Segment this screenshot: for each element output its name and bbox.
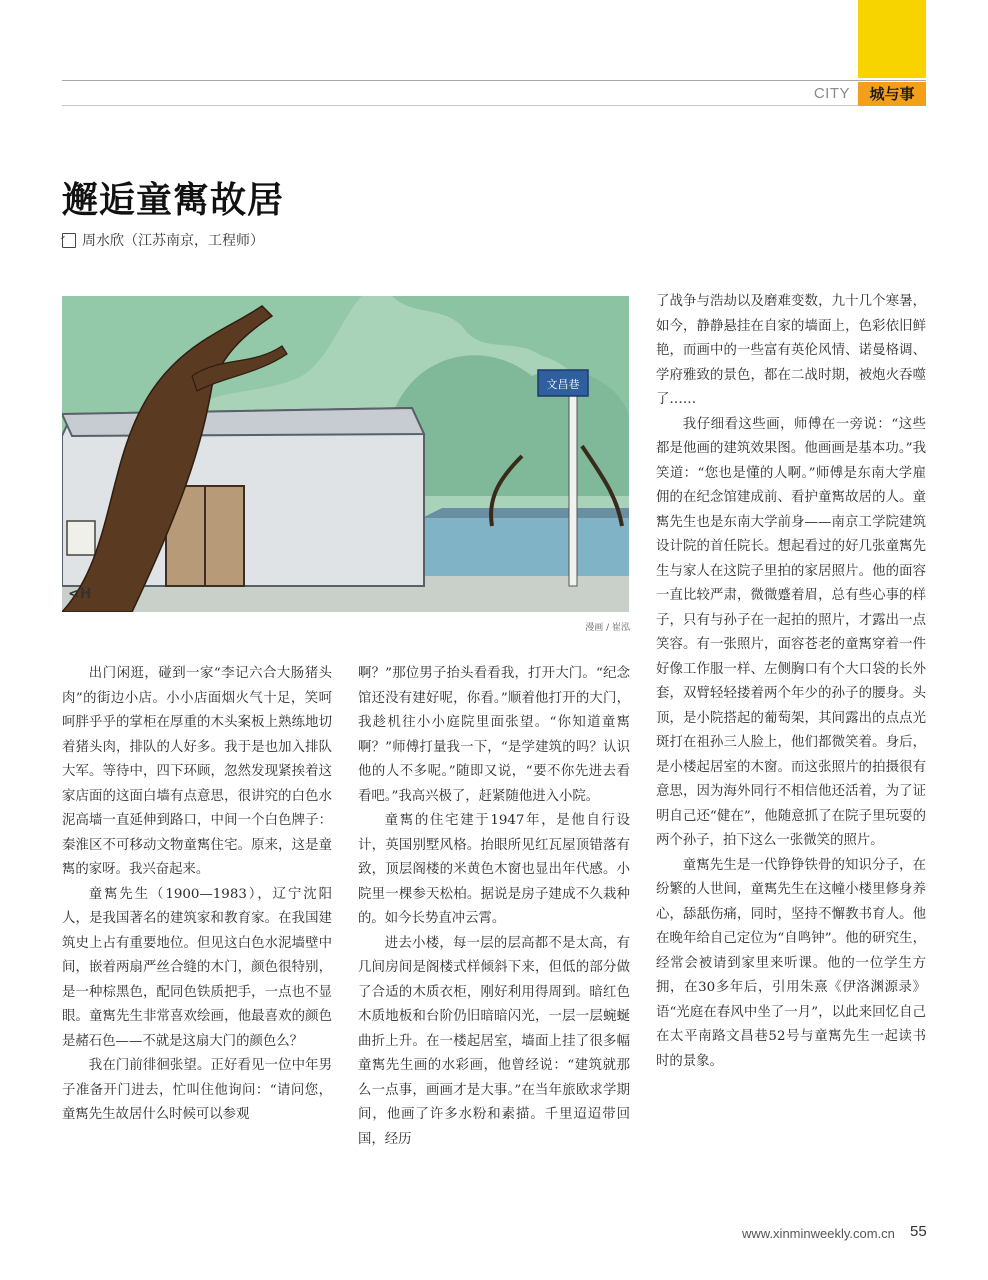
section-header (62, 82, 926, 106)
article-title: 邂逅童寯故居 (62, 179, 285, 221)
image-caption: 漫画 / 崔泓 (585, 623, 630, 633)
illustration (62, 296, 629, 612)
section-label-zh: 城与事 (858, 82, 926, 106)
paragraph: 童寯先生是一代铮铮铁骨的知识分子，在纷繁的人世间，童寯先生在这幢小楼里修身养心，舔舐伤痛，同时，坚持不懈教书育人。他在晚年给自己定位为“自鸣钟”。他的研究生，经常会被请到家里来听课。他的一位学生方拥，在30多年后，引用朱熹《伊洛渊源录》语“光庭在春风中坐了一月”，以此来回忆自己在太平南路文昌巷52号与童寯先生一起读书时的景象。 (656, 857, 926, 1069)
page-number: 55 (910, 1223, 927, 1240)
paragraph: 我在门前徘徊张望。正好看见一位中年男子准备开门进去，忙叫住他询问：“请问您，童寯先生故居什么时候可以参观 (62, 1058, 332, 1122)
paragraph: 童寯先生（1900—1983），辽宁沈阳人，是我国著名的建筑家和教育家。在我国建筑史上占有重要地位。但见这白色水泥墙壁中间，嵌着两扇严丝合缝的木门，颜色很特别，是一种棕黑色，配同色铁质把手，一点也不显眼。童寯先生非常喜欢绘画，他最喜欢的颜色是赭石色——不就是这扇大门的颜色么？ (62, 886, 332, 1049)
footer-url: www.xinminweekly.com.cn (742, 1226, 895, 1241)
street-sign-text: 文昌巷 (546, 378, 580, 391)
section-label-en: CITY (813, 85, 850, 102)
paragraph-continuation: 啊？”那位男子抬头看看我，打开大门。“纪念馆还没有建好呢，你看。”顺着他打开的大门，我趁机往小小庭院里面张望。“你知道童寯啊？”师傅打量我一下，“是学建筑的吗？认识他的人不多呢。”随即又说，“要不你先进去看看吧。”我高兴极了，赶紧随他进入小院。 (358, 666, 630, 804)
paragraph: 出门闲逛，碰到一家“李记六合大肠猪头肉”的街边小店。小小店面烟火气十足，笑呵呵胖乎乎的掌柜在厚重的木头案板上熟练地切着猪头肉，排队的人好多。我于是也加入排队大军。等待中，四下环顾，忽然发现紧挨着这家店面的这面白墙有点意思，很讲究的白色水泥高墙一直延伸到路口，中间一个白色牌子：秦淮区不可移动文物童寯住宅。原来，这是童寯的家呀。我兴奋起来。 (62, 666, 332, 877)
yellow-corner-tab (858, 0, 926, 78)
byline-text: 周水欣（江苏南京，工程师） (82, 233, 264, 249)
column-2 (358, 662, 630, 1152)
artist-signature: <H (68, 586, 92, 602)
paragraph-continuation: 了战争与浩劫以及磨难变数，九十几个寒暑，如今，静静悬挂在自家的墙面上，色彩依旧鲜艳，而画中的一些富有英伦风情、诺曼格调、学府雅致的景色，都在二战时期，被炮火吞噬了…… (656, 294, 926, 407)
paragraph: 童寯的住宅建于1947年，是他自行设计，英国别墅风格。抬眼所见红瓦屋顶错落有致，顶层阁楼的米黄色木窗也显出年代感。小院里一棵参天松柏。据说是房子建成不久栽种的。如今长势直冲云霄。 (358, 813, 630, 926)
column-3 (656, 290, 926, 1074)
column-1 (62, 662, 332, 1128)
illustration-svg (62, 296, 629, 612)
paragraph: 我仔细看这些画，师傅在一旁说：“这些都是他画的建筑效果图。他画画是基本功。”我笑道：“您也是懂的人啊。”师傅是东南大学雇佣的在纪念馆建成前、看护童寯故居的人。童寯先生也是东南大学前身——南京工学院建筑设计院的首任院长。想起看过的好几张童寯先生与家人在这院子里拍的家居照片。他的面容一直比较严肃，微微蹙着眉，总有些心事的样子，只有与孙子在一起拍的照片，才露出一点笑容。有一张照片，面容苍老的童寯穿着一件好像工作服一样、左侧胸口有个大口袋的长外套，双臂轻轻搂着两个年少的孙子的腰身。头顶，是小院搭起的葡萄架，其间露出的点点光斑打在祖孙三人脸上，他们都微笑着。身后，是小楼起居室的木窗。而这张照片的拍摄很有意思，因为海外同行不相信他还活着，为了证明自己还“健在”，他随意抓了在院子里玩耍的两个孙子，拍下这么一张微笑的照片。 (656, 416, 926, 848)
header-rule (62, 105, 858, 106)
paragraph: 进去小楼，每一层的层高都不是太高，有几间房间是阁楼式样倾斜下来，但低的部分做了合适的木质衣柜，刚好利用得周到。暗红色木质地板和台阶仍旧暗暗闪光，一层一层蜿蜒曲折上升。在一楼起居室，墙面上挂了很多幅童寯先生画的水彩画，他曾经说：“建筑就那么一点事，画画才是大事。”在当年旅欧求学期间，他画了许多水粉和素描。千里迢迢带回国，经历 (358, 935, 630, 1147)
top-rule (62, 80, 926, 81)
pen-icon (62, 233, 76, 248)
byline (62, 230, 264, 250)
